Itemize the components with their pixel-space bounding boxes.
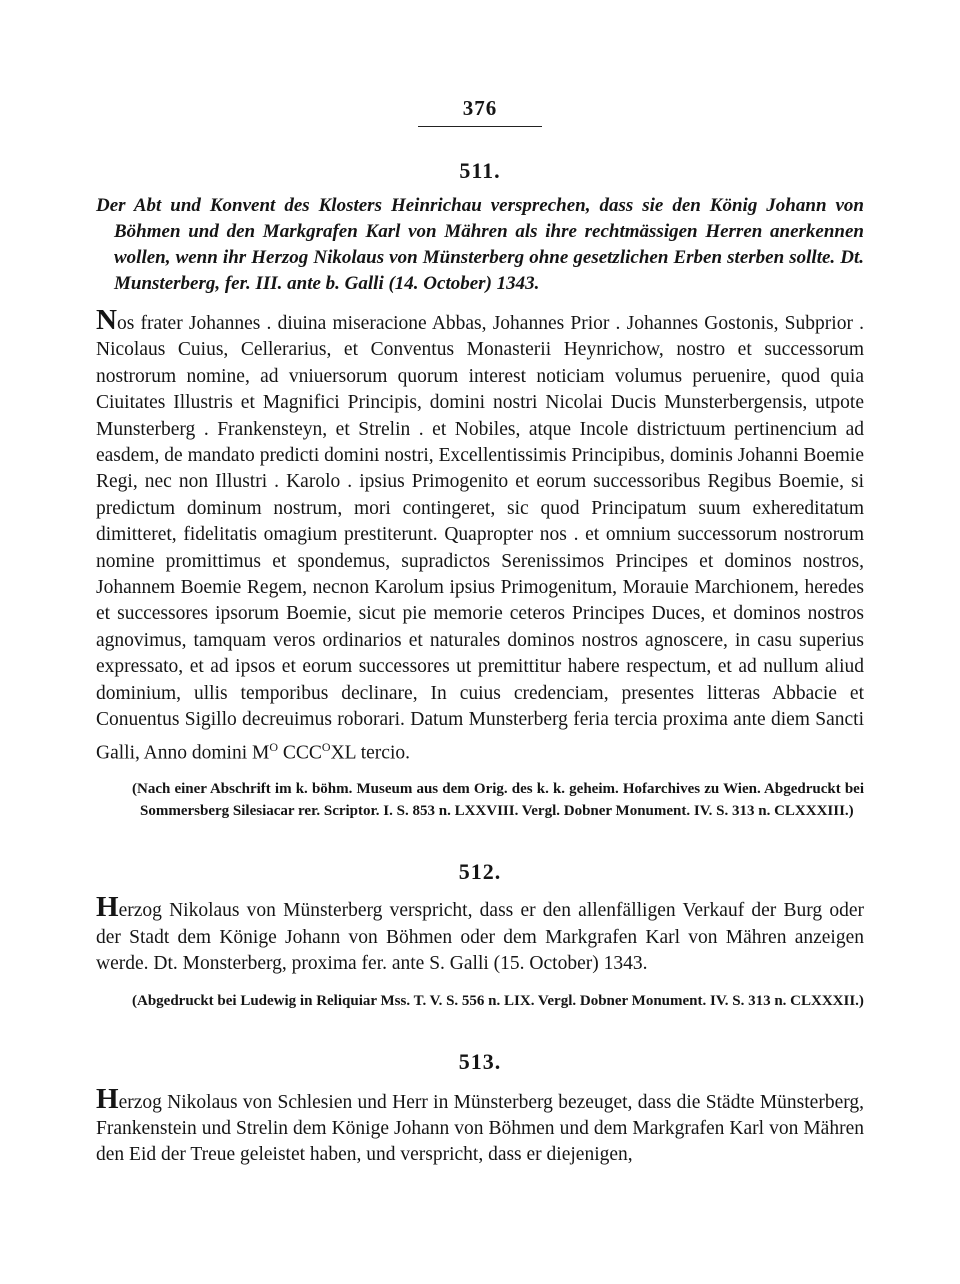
- regest-text: erzog Nikolaus von Münsterberg verspricht, dass er den allenfälligen Verkauf der Burg oder der Stadt dem Könige Johann von Böhmen oder dem Markgrafen Karl von Mähren anzeigen werde. Dt. Monsterberg, proxima fer. ante S. Galli (15. October) 1343.: [96, 900, 864, 975]
- regest-summary: [96, 1082, 864, 1169]
- document-text-body: os frater Johannes . diuina miseracione Abbas, Johannes Prior . Johannes Gostonis, Subprior . Nicolaus Cuius, Cellerarius, et Conventus Monasterii Heynrichow, nostro et successorum nostrorum nomine, ad vniuersorum quorum interest noticiam volumus peruenire, quod quia Ciuitates Illustris et Magnifici Principis, domini nostri Nicolai Ducis Munsterbergensis, utpote Munsterberg . Frankensteyn, et Strelin . et Nobiles, atque Incole districtuum pertinencium ad easdem, de mandato predicti domini nostri, Excellentissimis Principibus, dominis Johanni Boemie Regi, nec non Illustri . Karolo . ipsius Primogenito et eorum successoribus Regibus Boemie, si predictum dominum nostrum, mori contingeret, sic quod Principatum suum exhereditatum dimitteret, fidelitatis omagium prestiterunt. Quapropter nos . et omnium successorum nostrorum nomine promittimus et spondemus, supradictos Serenissimos Principes et dominos nostros, Johannem Boemie Regem, necnon Karolum ipsius Primogenitum, Morauie Marchionem, heredes et successores ipsorum Boemie, sicut pie memorie ceteros Principes Duces, et dominos nostros agnovimus, tamquam veros ordinarios et naturales dominos nostros agnoscere, in casu superius expressato, et ad ipsos et eorum successores ut premittitur habere respectum, et ad nullum aliud dominium, ullis temporibus declinare, In cuius credenciam, presentes litteras Abbacie et Conuentus Sigillo decreuimus roborari. Datum Munsterberg feria tercia proxima ante diem Sancti Galli, Anno domini M: [96, 313, 864, 763]
- regest-summary: Der Abt und Konvent des Klosters Heinrichau versprechen, dass sie den König Johann von Böhmen und den Markgrafen Karl von Mähren als ihre rechtmässigen Herren anerkennen wollen, wenn ihr Herzog Nikolaus von Münsterberg ohne gesetzlichen Erben sterben sollte. Dt. Munsterberg, fer. III. ante b. Galli (14. October) 1343.: [96, 195, 864, 294]
- document-513: [96, 1050, 864, 1169]
- source-note: (Nach einer Abschrift im k. böhm. Museum aus dem Orig. des k. k. geheim. Hofarchives zu Wien. Abgedruckt bei Sommersberg Silesiacar rer. Scriptor. I. S. 853 n. LXXVIII. Vergl. Dobner Monument. IV. S. 313 n. CLXXXIII.): [132, 781, 864, 820]
- initial-letter: H: [96, 1082, 119, 1115]
- document-text-mid: CCC: [278, 742, 322, 763]
- document-page: [96, 96, 864, 1169]
- document-number: 513.: [458, 1048, 502, 1074]
- source-note: (Abgedruckt bei Ludewig in Reliquiar Mss. T. V. S. 556 n. LIX. Vergl. Dobner Monument. IV. S. 313 n. CLXXXII.): [132, 992, 864, 1009]
- document-512: [96, 860, 864, 1011]
- regest-text: erzog Nikolaus von Schlesien und Herr in Münsterberg bezeuget, dass die Städte Münsterberg, Frankenstein und Strelin dem Könige Johann von Böhmen und dem Markgrafen Karl von Mähren den Eid der Treue geleistet haben, und verspricht, dass er diejenigen,: [96, 1091, 864, 1166]
- initial-letter: H: [96, 891, 119, 924]
- header-rule: [418, 126, 542, 127]
- document-text: [96, 304, 864, 766]
- initial-letter: N: [96, 304, 117, 336]
- superscript: O: [269, 739, 279, 754]
- document-number: 512.: [458, 859, 502, 885]
- page-number: 376: [462, 96, 498, 120]
- superscript: O: [321, 739, 331, 754]
- document-number: 511.: [459, 158, 501, 183]
- regest-summary: [96, 891, 864, 977]
- document-511: [96, 159, 864, 822]
- document-text-end: XL tercio.: [330, 742, 411, 763]
